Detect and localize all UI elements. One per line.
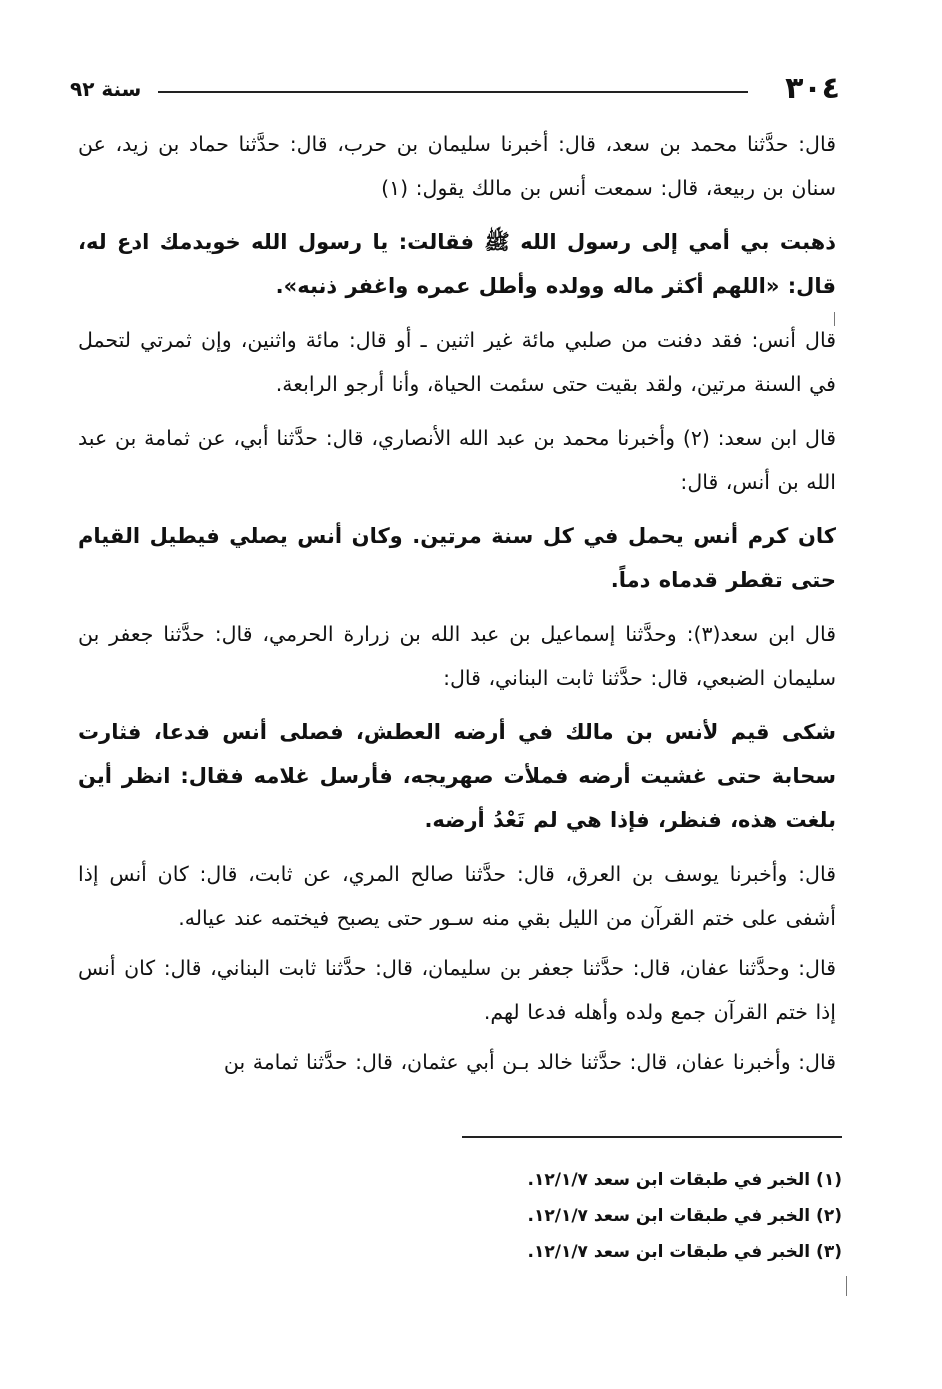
paragraph-isnad: قال: وأخبرنا عفان، قال: حدَّثنا خالد بـن أبي عثمان، قال: حدَّثنا ثمامة بن [223, 1050, 836, 1074]
page-header [70, 70, 840, 110]
paragraph-isnad: قال ابن سعد(٣): وحدَّثنا إسماعيل بن عبد الله بن زرارة الحرمي، قال: حدَّثنا جعفر بن سليمان الضبعي، قال: حدَّثنا ثابت البناني، قال: [78, 622, 837, 690]
paragraph-isnad: قال ابن سعد: (٢) وأخبرنا محمد بن عبد الله الأنصاري، قال: حدَّثنا أبي، عن ثمامة بن عبد الله بن أنس، قال: [78, 426, 836, 494]
paragraph-isnad: قال: وأخبرنا يوسف بن العرق، قال: حدَّثنا صالح المري، عن ثابت، قال: كان أنس إذا أشفى على ختم القرآن من الليل بقي منه سـور حتى يصبح فيختمه عند عياله. [78, 862, 836, 930]
paragraph-hadith: ذهبت بي أمي إلى رسول الله ﷺ فقالت: يا رسول الله خويدمك ادع له، قال: «اللهم أكثر ماله وولده وأطل عمره واغفر ذنبه». [78, 230, 836, 298]
paragraph-hadith: شكى قيم لأنس بن مالك في أرضه العطش، فصلى أنس فدعا، فثارت سحابة حتى غشيت أرضه فملأت صهريجه، فأرسل غلامه فقال: انظر أين بلغت هذه، فنظر، فإذا هي لم تَعْدُ أرضه. [78, 720, 836, 832]
paragraph-isnad: قال أنس: فقد دفنت من صلبي مائة غير اثنين ـ أو قال: مائة واثنين، وإن ثمرتي لتحمل في السنة مرتين، ولقد بقيت حتى سئمت الحياة، وأنا أرجو الرابعة. [78, 328, 836, 396]
year-label: سنة ٩٢ [70, 77, 142, 101]
footnote-3: (٣) الخبر في طبقات ابن سعد ١٢/١/٧. [527, 1242, 842, 1262]
margin-mark [846, 1276, 847, 1296]
header-rule [158, 91, 748, 93]
paragraph-isnad: قال: وحدَّثنا عفان، قال: حدَّثنا جعفر بن سليمان، قال: حدَّثنا ثابت البناني، قال: كان أنس إذا ختم القرآن جمع ولده وأهله فدعا لهم. [78, 956, 836, 1024]
paragraph-isnad: قال: حدَّثنا محمد بن سعد، قال: أخبرنا سليمان بن حرب، قال: حدَّثنا حماد بن زيد، عن سنان بن ربيعة، قال: سمعت أنس بن مالك يقول: (١) [78, 132, 836, 200]
footnote-2: (٢) الخبر في طبقات ابن سعد ١٢/١/٧. [527, 1206, 842, 1226]
footnote-rule [462, 1136, 842, 1138]
footnote-1: (١) الخبر في طبقات ابن سعد ١٢/١/٧. [527, 1170, 842, 1190]
body-text [78, 122, 836, 1094]
paragraph-hadith: كان كرم أنس يحمل في كل سنة مرتين. وكان أنس يصلي فيطيل القيام حتى تقطر قدماه دماً. [78, 524, 836, 592]
margin-mark [834, 312, 835, 326]
footnotes [242, 1162, 842, 1270]
page-number: ٣٠٤ [785, 71, 840, 106]
